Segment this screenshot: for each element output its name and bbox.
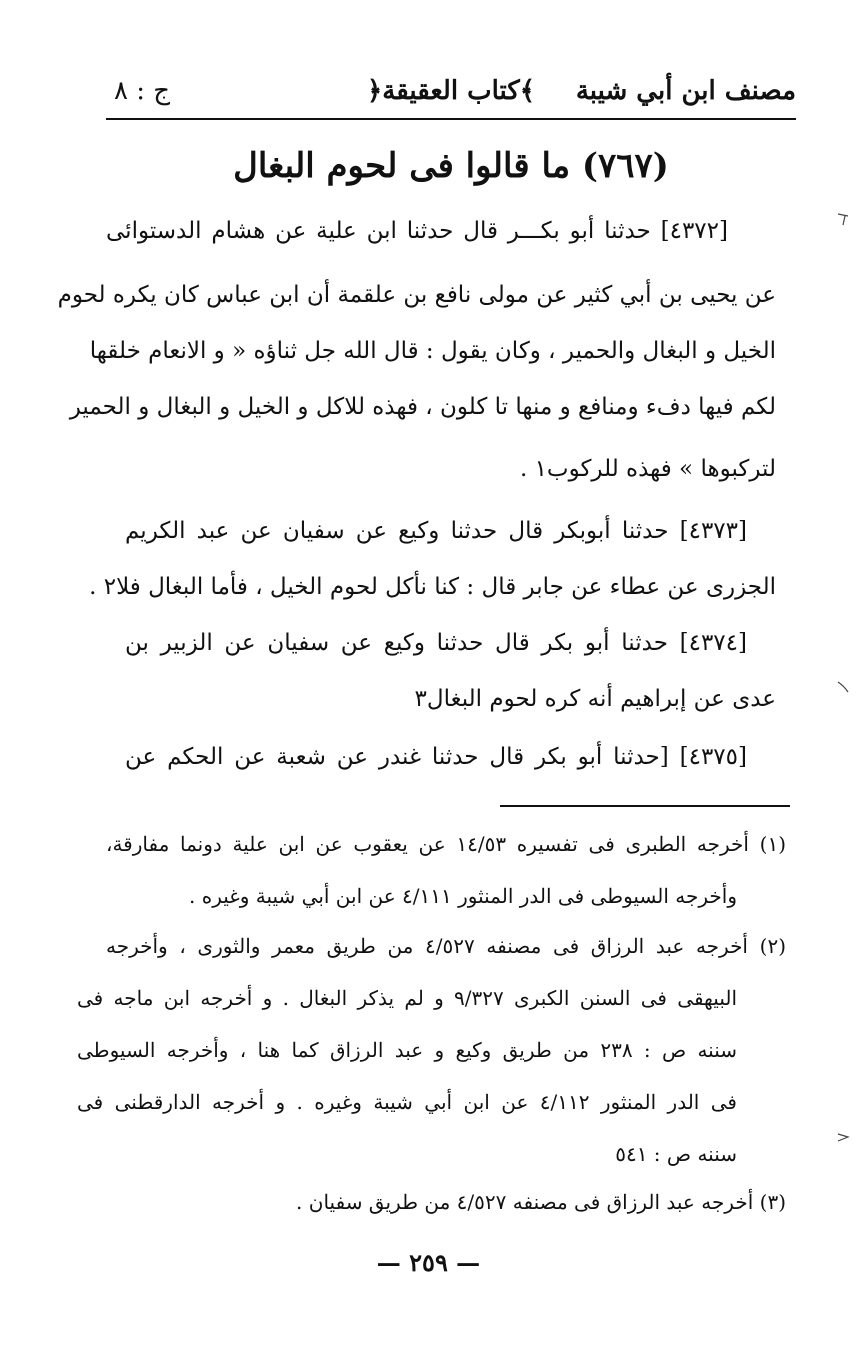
footnote-line: (٣) أخرجه عبد الرزاق فى مصنفه ٤/٥٢٧ من طريق سفيان . — [296, 1190, 786, 1214]
footnote-line: البيهقى فى السنن الكبرى ٩/٣٢٧ و لم يذكر البغال . و أخرجه ابن ماجه فى — [77, 986, 737, 1010]
book-title: مصنف ابن أبي شيبة — [575, 76, 796, 106]
text-line: عدى عن إبراهيم أنه كره لحوم البغال٣ — [414, 686, 776, 712]
text-line: [٤٣٧٣] حدثنا أبوبكر قال حدثنا وكيع عن سفيان عن عبد الكريم — [125, 518, 747, 544]
footnote-line: سننه ص : ٢٣٨ من طريق وكيع و عبد الرزاق كما هنا ، وأخرجه السيوطى — [77, 1038, 737, 1062]
text-line: [٤٣٧٤] حدثنا أبو بكر قال حدثنا وكيع عن سفيان عن الزبير بن — [125, 630, 747, 656]
text-line: [٤٣٧٢] حدثنا أبو بكـــر قال حدثنا ابن علية عن هشام الدستوائى — [106, 218, 728, 244]
margin-mark-icon — [836, 212, 850, 226]
text-line: [٤٣٧٥] [حدثنا أبو بكر قال حدثنا غندر عن شعبة عن الحكم عن — [125, 744, 747, 770]
text-line: لتركبوها » فهذه للركوب١ . — [519, 456, 776, 482]
footnote-line: فى الدر المنثور ٤/١١٢ عن ابن أبي شيبة وغيره . و أخرجه الدارقطنى فى — [77, 1090, 737, 1114]
footnote-line: سننه ص : ٥٤١ — [615, 1142, 737, 1166]
footnote-line: وأخرجه السيوطى فى الدر المنثور ٤/١١١ عن ابن أبي شيبة وغيره . — [189, 884, 737, 908]
text-line: لكم فيها دفء ومنافع و منها تا كلون ، فهذه للاكل و الخيل و البغال و الحمير — [69, 394, 776, 420]
text-line: الخيل و البغال والحمير ، وكان يقول : قال الله جل ثناؤه « و الانعام خلقها — [89, 338, 776, 364]
section-title: (٧٦٧) ما قالوا فى لحوم البغال — [233, 146, 669, 186]
footnote-line: (٢) أخرجه عبد الرزاق فى مصنفه ٤/٥٢٧ من طريق معمر والثورى ، وأخرجه — [106, 934, 786, 958]
margin-mark-icon — [836, 680, 850, 694]
volume-number: ج : ٨ — [114, 76, 171, 106]
margin-mark-icon — [836, 1130, 850, 1144]
text-line: الجزرى عن عطاء عن جابر قال : كنا نأكل لحوم الخيل ، فأما البغال فلا٢ . — [89, 574, 776, 600]
running-header — [106, 72, 796, 120]
footnote-divider — [500, 805, 790, 807]
text-line: عن يحيى بن أبي كثير عن مولى نافع بن علقمة أن ابن عباس كان يكره لحوم — [57, 282, 776, 308]
chapter-title: ﴿كتاب العقيقة﴾ — [367, 76, 535, 106]
page-number: — ٢٥٩ — — [376, 1248, 481, 1277]
footnote-line: (١) أخرجه الطبرى فى تفسيره ١٤/٥٣ عن يعقوب عن ابن علية دونما مفارقة، — [106, 832, 787, 856]
